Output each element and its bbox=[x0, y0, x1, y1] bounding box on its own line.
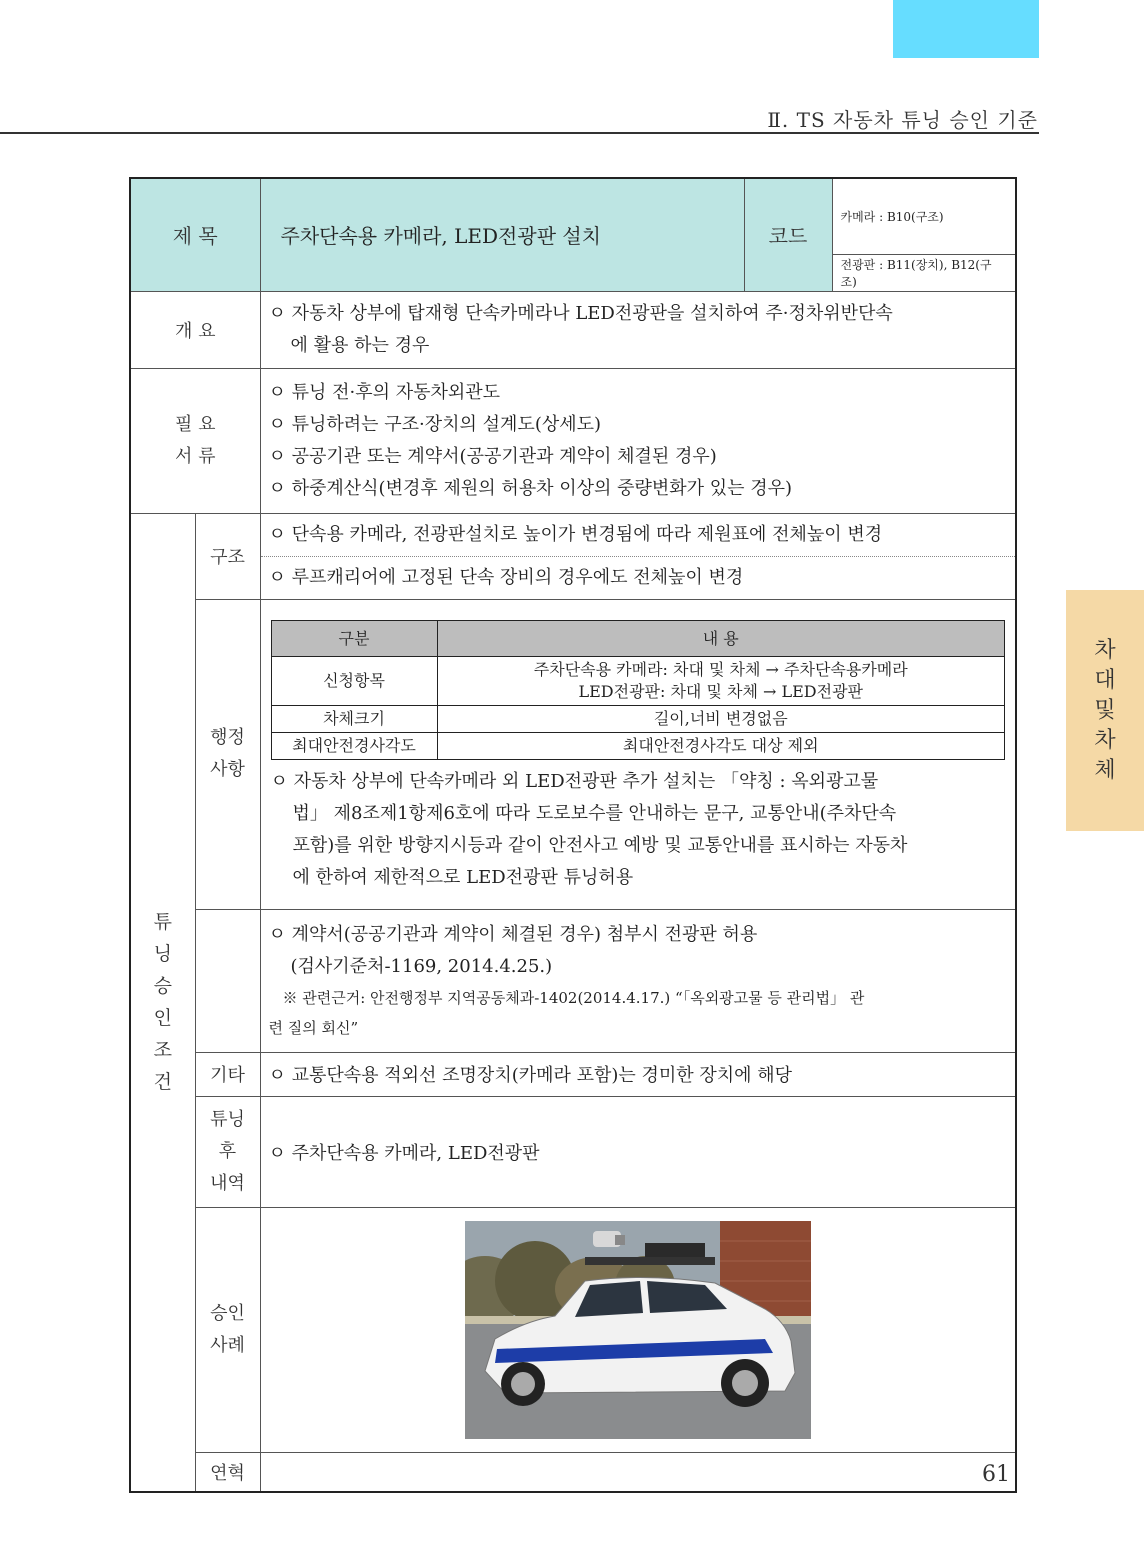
after-tuning-label bbox=[195, 1096, 260, 1207]
after-tuning-text: ㅇ 주차단속용 카메라, LED전광판 bbox=[260, 1096, 1016, 1207]
structure-content bbox=[260, 513, 1016, 599]
contract-line: ㅇ 계약서(공공기관과 계약이 체결된 경우) 첨부시 전광판 허용 bbox=[268, 923, 758, 945]
list-item: ㅇ 튜닝 전·후의 자동차외관도 bbox=[268, 381, 501, 403]
side-tab-char: 대 bbox=[1094, 667, 1116, 693]
approval-example-label bbox=[195, 1207, 260, 1452]
table-row bbox=[271, 733, 1005, 760]
after-tuning-label-line: 튜닝 bbox=[210, 1108, 245, 1130]
contract-label-empty bbox=[195, 909, 260, 1052]
chapter-title: Ⅱ. TS 자동차 튜닝 승인 기준 bbox=[767, 108, 1038, 132]
admin-label bbox=[195, 599, 260, 909]
history-value bbox=[260, 1452, 1016, 1492]
vertical-char: 튜 bbox=[153, 911, 172, 934]
side-tab-char: 및 bbox=[1094, 697, 1116, 723]
after-tuning-label-line: 후 bbox=[218, 1140, 237, 1162]
after-tuning-label-line: 내역 bbox=[210, 1172, 245, 1194]
overview-label: 개 요 bbox=[130, 291, 260, 368]
overview-text bbox=[260, 291, 1016, 368]
code-display: 전광판 : B11(장치), B12(구조) bbox=[832, 254, 1016, 291]
legal-note-line: ※ 관련근거: 안전행정부 지역공동체과-1402(2014.4.17.) “「옥외광고물 등 관리법」 관 bbox=[282, 988, 865, 1007]
vertical-char: 인 bbox=[153, 1007, 172, 1030]
side-tab-char: 차 bbox=[1094, 637, 1116, 663]
admin-para-line: ㅇ 자동차 상부에 단속카메라 외 LED전광판 추가 설치는 「약칭 : 옥외광고물 bbox=[270, 771, 879, 792]
admin-para-line: 에 한하여 제한적으로 LED전광판 튜닝허용 bbox=[292, 867, 634, 888]
car-photo bbox=[465, 1221, 811, 1439]
tuning-criteria-table bbox=[129, 177, 1017, 1493]
inner-row-value bbox=[437, 657, 1005, 706]
inner-row-value: 최대안전경사각도 대상 제외 bbox=[437, 733, 1005, 760]
title-label: 제 목 bbox=[130, 178, 260, 291]
top-accent-tab bbox=[893, 0, 1039, 58]
list-item: ㅇ 튜닝하려는 구조·장치의 설계도(상세도) bbox=[268, 413, 602, 435]
inner-header-cell: 내 용 bbox=[437, 621, 1005, 657]
vertical-char: 건 bbox=[153, 1071, 172, 1094]
list-item: ㅇ 루프캐리어에 고정된 단속 장비의 경우에도 전체높이 변경 bbox=[268, 566, 744, 588]
table-row bbox=[271, 657, 1005, 706]
inner-row-label: 최대안전경사각도 bbox=[271, 733, 437, 760]
approval-example-label-line: 사례 bbox=[210, 1334, 245, 1356]
list-item: ㅇ 하중계산식(변경후 제원의 허용차 이상의 중량변화가 있는 경우) bbox=[268, 477, 793, 499]
vertical-char: 조 bbox=[153, 1039, 172, 1062]
etc-text: ㅇ 교통단속용 적외선 조명장치(카메라 포함)는 경미한 장치에 해당 bbox=[260, 1052, 1016, 1096]
contract-line: (검사기준처-1169, 2014.4.25.) bbox=[290, 955, 553, 977]
overview-line: 에 활용 하는 경우 bbox=[290, 334, 430, 356]
contract-content bbox=[260, 909, 1016, 1052]
required-docs-label bbox=[130, 368, 260, 513]
code-label: 코드 bbox=[744, 178, 832, 291]
led-display-board bbox=[645, 1243, 705, 1259]
etc-label: 기타 bbox=[195, 1052, 260, 1096]
application-items-table bbox=[271, 620, 1006, 760]
admin-para-line: 포함)를 위한 방향지시등과 같이 안전사고 예방 및 교통안내를 표시하는 자동차 bbox=[292, 835, 908, 856]
table-row bbox=[271, 706, 1005, 733]
required-docs-label-line: 필 요 bbox=[175, 413, 216, 435]
side-tab-char: 차 bbox=[1094, 727, 1116, 753]
approval-example-cell bbox=[260, 1207, 1016, 1452]
required-docs-label-line: 서 류 bbox=[175, 445, 216, 467]
legal-note-line: 련 질의 회신” bbox=[268, 1018, 359, 1037]
required-docs-list bbox=[260, 368, 1016, 513]
admin-label-line: 사항 bbox=[210, 759, 245, 780]
tuning-conditions-label bbox=[130, 513, 195, 1492]
inner-row-label: 신청항목 bbox=[271, 657, 437, 706]
inner-row-label: 차체크기 bbox=[271, 706, 437, 733]
admin-label-line: 행정 bbox=[210, 727, 245, 748]
inner-row-line: LED전광판: 차대 및 차체 → LED전광판 bbox=[578, 682, 863, 701]
admin-paragraph bbox=[271, 766, 1006, 894]
header-divider bbox=[0, 132, 1039, 134]
vertical-char: 승 bbox=[153, 975, 172, 998]
vertical-char: 닝 bbox=[153, 943, 172, 966]
list-item: ㅇ 단속용 카메라, 전광판설치로 높이가 변경됨에 따라 제원표에 전체높이 변경 bbox=[261, 514, 1016, 557]
side-chapter-tab[interactable] bbox=[1066, 590, 1144, 831]
admin-para-line: 법」 제8조제1항제6호에 따라 도로보수를 안내하는 문구, 교통안내(주차단속 bbox=[292, 803, 897, 824]
page-number: 61 bbox=[982, 1462, 1010, 1487]
structure-label: 구조 bbox=[195, 513, 260, 599]
title-value: 주차단속용 카메라, LED전광판 설치 bbox=[260, 178, 744, 291]
inner-row-value: 길이,너비 변경없음 bbox=[437, 706, 1005, 733]
approval-example-label-line: 승인 bbox=[210, 1302, 245, 1324]
admin-content bbox=[260, 599, 1016, 909]
inner-header-cell: 구분 bbox=[271, 621, 437, 657]
code-camera: 카메라 : B10(구조) bbox=[832, 178, 1016, 254]
inner-row-line: 주차단속용 카메라: 차대 및 차체 → 주차단속용카메라 bbox=[533, 660, 908, 679]
list-item: ㅇ 공공기관 또는 계약서(공공기관과 계약이 체결된 경우) bbox=[268, 445, 717, 467]
side-tab-char: 체 bbox=[1094, 757, 1116, 783]
overview-line: ㅇ 자동차 상부에 탑재형 단속카메라나 LED전광판을 설치하여 주·정차위반단속 bbox=[268, 302, 893, 324]
history-label: 연혁 bbox=[195, 1452, 260, 1492]
